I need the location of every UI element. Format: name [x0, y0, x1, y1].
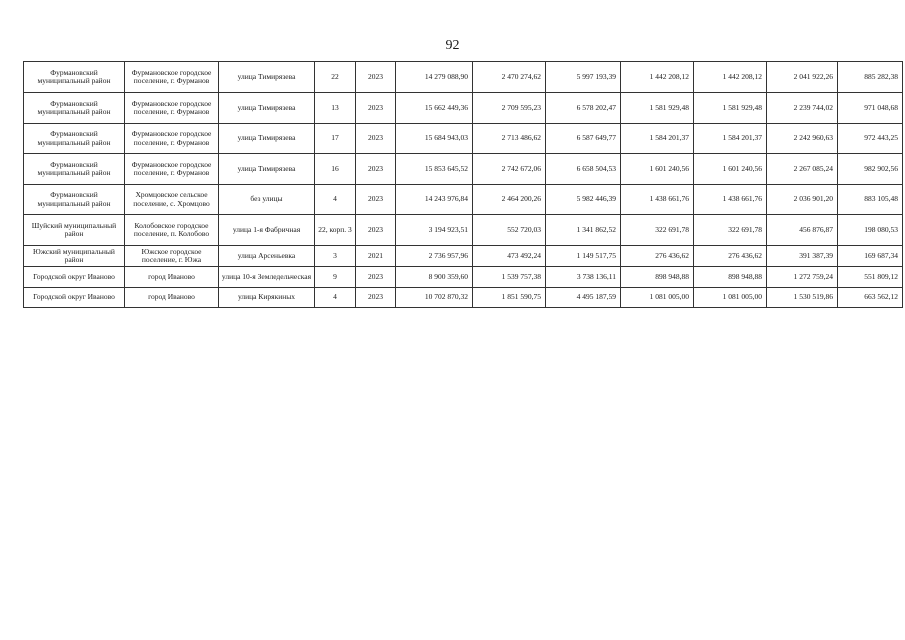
table-row	[24, 288, 903, 308]
street-cell: улица Кирякиных	[219, 288, 315, 308]
amount-cell: 2 267 085,24	[767, 154, 838, 185]
amount-cell: 1 442 208,12	[621, 62, 694, 93]
amount-cell: 15 684 943,03	[396, 124, 473, 154]
amount-cell: 2 464 200,26	[473, 185, 546, 215]
amount-cell: 1 081 005,00	[694, 288, 767, 308]
district-cell: Городской округ Иваново	[24, 288, 125, 308]
settlement-cell: Хромцовское сельское поселение, с. Хромцово	[125, 185, 219, 215]
table-row	[24, 93, 903, 124]
street-cell: улица Тимирязева	[219, 124, 315, 154]
amount-cell: 2 036 901,20	[767, 185, 838, 215]
street-cell: улица Тимирязева	[219, 93, 315, 124]
amount-cell: 3 738 136,11	[546, 267, 621, 288]
amount-cell: 2 742 672,06	[473, 154, 546, 185]
amount-cell: 322 691,78	[621, 215, 694, 246]
amount-cell: 1 584 201,37	[621, 124, 694, 154]
house-cell: 17	[315, 124, 356, 154]
district-cell: Шуйский муниципальный район	[24, 215, 125, 246]
amount-cell: 276 436,62	[621, 246, 694, 267]
amount-cell: 1 438 661,76	[694, 185, 767, 215]
house-cell: 22, корп. 3	[315, 215, 356, 246]
year-cell: 2023	[356, 185, 396, 215]
table-row	[24, 267, 903, 288]
year-cell: 2023	[356, 215, 396, 246]
amount-cell: 1 438 661,76	[621, 185, 694, 215]
street-cell: без улицы	[219, 185, 315, 215]
amount-cell: 1 581 929,48	[621, 93, 694, 124]
amount-cell: 982 902,56	[838, 154, 903, 185]
amount-cell: 15 853 645,52	[396, 154, 473, 185]
amount-cell: 6 578 202,47	[546, 93, 621, 124]
street-cell: улица Тимирязева	[219, 154, 315, 185]
settlement-cell: Фурмановское городское поселение, г. Фурманов	[125, 124, 219, 154]
settlement-cell: Фурмановское городское поселение, г. Фурманов	[125, 93, 219, 124]
amount-cell: 1 272 759,24	[767, 267, 838, 288]
district-cell: Городской округ Иваново	[24, 267, 125, 288]
amount-cell: 10 702 870,32	[396, 288, 473, 308]
amount-cell: 322 691,78	[694, 215, 767, 246]
settlement-cell: Южское городское поселение, г. Южа	[125, 246, 219, 267]
amount-cell: 2 041 922,26	[767, 62, 838, 93]
amount-cell: 898 948,88	[694, 267, 767, 288]
amount-cell: 971 048,68	[838, 93, 903, 124]
amount-cell: 391 387,39	[767, 246, 838, 267]
amount-cell: 198 080,53	[838, 215, 903, 246]
district-cell: Фурмановский муниципальный район	[24, 124, 125, 154]
table-row	[24, 185, 903, 215]
year-cell: 2023	[356, 124, 396, 154]
year-cell: 2023	[356, 62, 396, 93]
district-cell: Фурмановский муниципальный район	[24, 185, 125, 215]
year-cell: 2021	[356, 246, 396, 267]
house-cell: 3	[315, 246, 356, 267]
amount-cell: 2 709 595,23	[473, 93, 546, 124]
amount-cell: 2 713 486,62	[473, 124, 546, 154]
amount-cell: 898 948,88	[621, 267, 694, 288]
amount-cell: 1 851 590,75	[473, 288, 546, 308]
settlement-cell: Колобовское городское поселение, п. Колобово	[125, 215, 219, 246]
house-cell: 13	[315, 93, 356, 124]
settlement-cell: Фурмановское городское поселение, г. Фурманов	[125, 154, 219, 185]
street-cell: улица 10-я Земледельческая	[219, 267, 315, 288]
district-cell: Южский муниципальный район	[24, 246, 125, 267]
data-table-wrapper	[23, 61, 903, 308]
amount-cell: 1 442 208,12	[694, 62, 767, 93]
amount-cell: 1 601 240,56	[621, 154, 694, 185]
amount-cell: 1 581 929,48	[694, 93, 767, 124]
street-cell: улица Арсеньевка	[219, 246, 315, 267]
amount-cell: 5 982 446,39	[546, 185, 621, 215]
amount-cell: 8 900 359,60	[396, 267, 473, 288]
amount-cell: 552 720,03	[473, 215, 546, 246]
year-cell: 2023	[356, 93, 396, 124]
amount-cell: 1 584 201,37	[694, 124, 767, 154]
street-cell: улица 1-я Фабричная	[219, 215, 315, 246]
district-cell: Фурмановский муниципальный район	[24, 62, 125, 93]
table-row	[24, 124, 903, 154]
settlement-cell: город Иваново	[125, 288, 219, 308]
amount-cell: 551 809,12	[838, 267, 903, 288]
amount-cell: 4 495 187,59	[546, 288, 621, 308]
street-cell: улица Тимирязева	[219, 62, 315, 93]
house-cell: 4	[315, 185, 356, 215]
amount-cell: 2 736 957,96	[396, 246, 473, 267]
table-row	[24, 154, 903, 185]
amount-cell: 1 081 005,00	[621, 288, 694, 308]
house-cell: 4	[315, 288, 356, 308]
settlement-cell: Фурмановское городское поселение, г. Фурманов	[125, 62, 219, 93]
house-cell: 9	[315, 267, 356, 288]
year-cell: 2023	[356, 288, 396, 308]
amount-cell: 5 997 193,39	[546, 62, 621, 93]
page-number: 92	[445, 38, 460, 53]
amount-cell: 14 279 088,90	[396, 62, 473, 93]
amount-cell: 6 658 504,53	[546, 154, 621, 185]
amount-cell: 1 601 240,56	[694, 154, 767, 185]
house-cell: 22	[315, 62, 356, 93]
amount-cell: 885 282,38	[838, 62, 903, 93]
amount-cell: 1 341 862,52	[546, 215, 621, 246]
amount-cell: 3 194 923,51	[396, 215, 473, 246]
amount-cell: 473 492,24	[473, 246, 546, 267]
table-row	[24, 62, 903, 93]
amount-cell: 276 436,62	[694, 246, 767, 267]
district-cell: Фурмановский муниципальный район	[24, 154, 125, 185]
amount-cell: 1 530 519,86	[767, 288, 838, 308]
amount-cell: 2 242 960,63	[767, 124, 838, 154]
amount-cell: 663 562,12	[838, 288, 903, 308]
amount-cell: 883 105,48	[838, 185, 903, 215]
house-cell: 16	[315, 154, 356, 185]
amount-cell: 15 662 449,36	[396, 93, 473, 124]
year-cell: 2023	[356, 267, 396, 288]
amount-cell: 2 470 274,62	[473, 62, 546, 93]
table-row	[24, 246, 903, 267]
district-cell: Фурмановский муниципальный район	[24, 93, 125, 124]
amount-cell: 1 539 757,38	[473, 267, 546, 288]
data-table	[23, 61, 903, 308]
amount-cell: 169 687,34	[838, 246, 903, 267]
amount-cell: 1 149 517,75	[546, 246, 621, 267]
amount-cell: 456 876,87	[767, 215, 838, 246]
amount-cell: 6 587 649,77	[546, 124, 621, 154]
table-row	[24, 215, 903, 246]
amount-cell: 2 239 744,02	[767, 93, 838, 124]
amount-cell: 14 243 976,84	[396, 185, 473, 215]
year-cell: 2023	[356, 154, 396, 185]
amount-cell: 972 443,25	[838, 124, 903, 154]
settlement-cell: город Иваново	[125, 267, 219, 288]
